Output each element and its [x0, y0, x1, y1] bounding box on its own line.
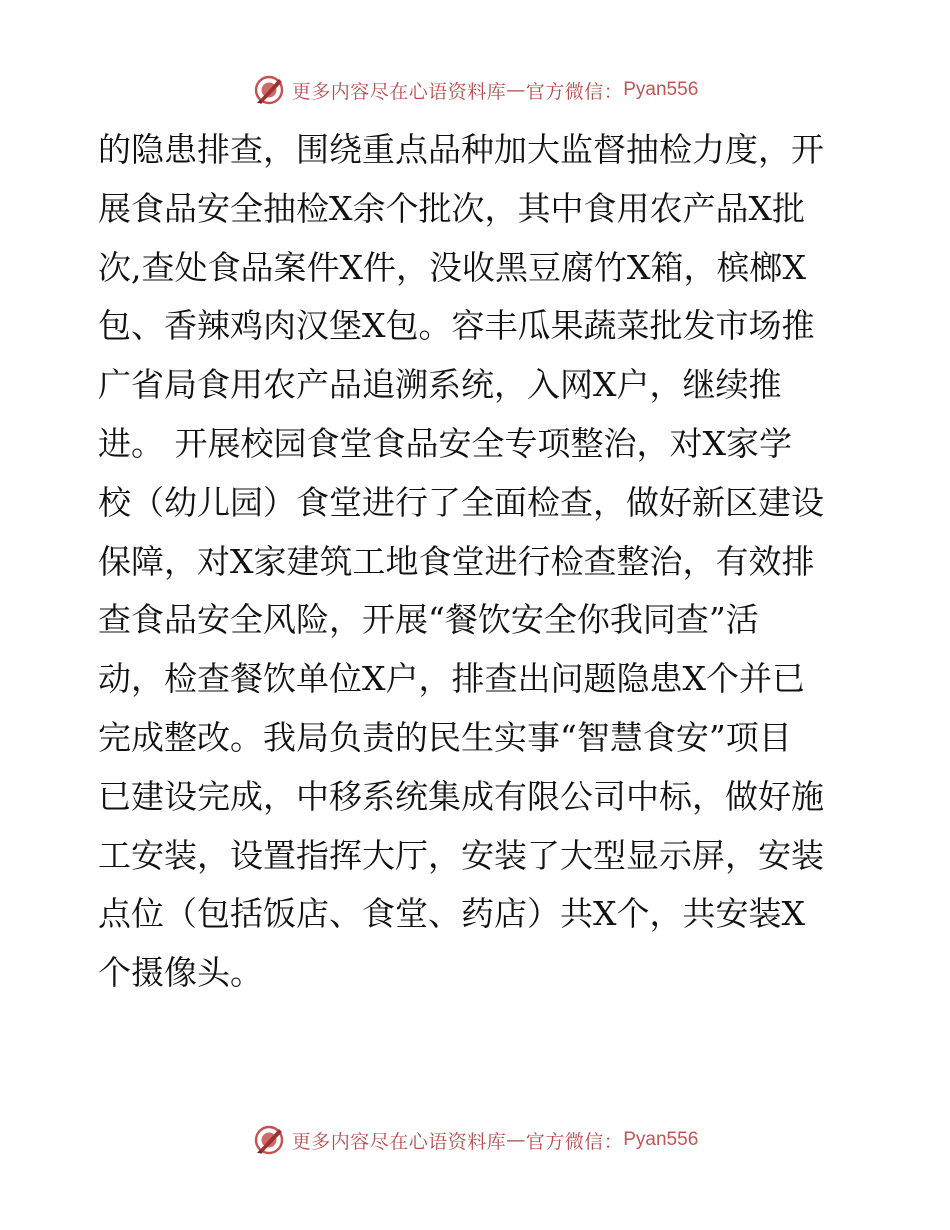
text-line: 已建设完成，中移系统集成有限公司中标，做好施 — [98, 776, 824, 816]
text-line: 个摄像头。 — [98, 953, 263, 993]
footer-watermark — [0, 1120, 950, 1160]
watermark-wechat-label: 官方微信： — [525, 80, 624, 103]
brush-logo-icon — [252, 73, 286, 107]
text-line: 工安装，设置指挥大厅，安装了大型显示屏，安装 — [98, 835, 824, 875]
text-line: 广省局食用农产品追溯系统，入网X户，继续推 — [98, 365, 782, 405]
watermark-dash: — — [506, 1129, 526, 1151]
text-line: 点位（包括饭店、食堂、药店）共X个，共安装X — [98, 894, 805, 934]
header-watermark — [0, 70, 950, 110]
watermark-site-text: 更多内容尽在心语资料库 — [291, 1130, 507, 1153]
watermark-dash: — — [506, 79, 526, 101]
watermark-wechat-id: Pyan556 — [623, 1129, 699, 1150]
watermark-wechat-label: 官方微信： — [525, 1130, 624, 1153]
text-line: 校（幼儿园）食堂进行了全面检查，做好新区建设 — [98, 482, 824, 522]
text-line: 的隐患排查，围绕重点品种加大监督抽检力度，开 — [98, 130, 824, 169]
text-line: 查食品安全风险，开展“餐饮安全你我同查”活 — [98, 600, 759, 640]
watermark-wechat-id: Pyan556 — [623, 79, 699, 100]
brush-logo-icon — [252, 1123, 286, 1157]
body-text — [98, 128, 858, 1010]
text-line: 包、香辣鸡肉汉堡X包。容丰瓜果蔬菜批发市场推 — [98, 306, 815, 346]
text-line: 展食品安全抽检X余个批次，其中食用农产品X批 — [98, 188, 805, 228]
text-line: 进。 开展校园食堂食品安全专项整治，对X家学 — [98, 423, 792, 463]
text-line: 动，检查餐饮单位X户，排查出问题隐患X个并已 — [98, 659, 805, 699]
text-line: 完成整改。我局负责的民生实事“智慧食安”项目 — [98, 717, 792, 757]
text-line: 保障，对X家建筑工地食堂进行检查整治，有效排 — [98, 541, 815, 581]
text-line: 次,查处食品案件X件，没收黑豆腐竹X箱，槟榔X — [98, 247, 806, 287]
watermark-site-text: 更多内容尽在心语资料库 — [291, 80, 507, 103]
